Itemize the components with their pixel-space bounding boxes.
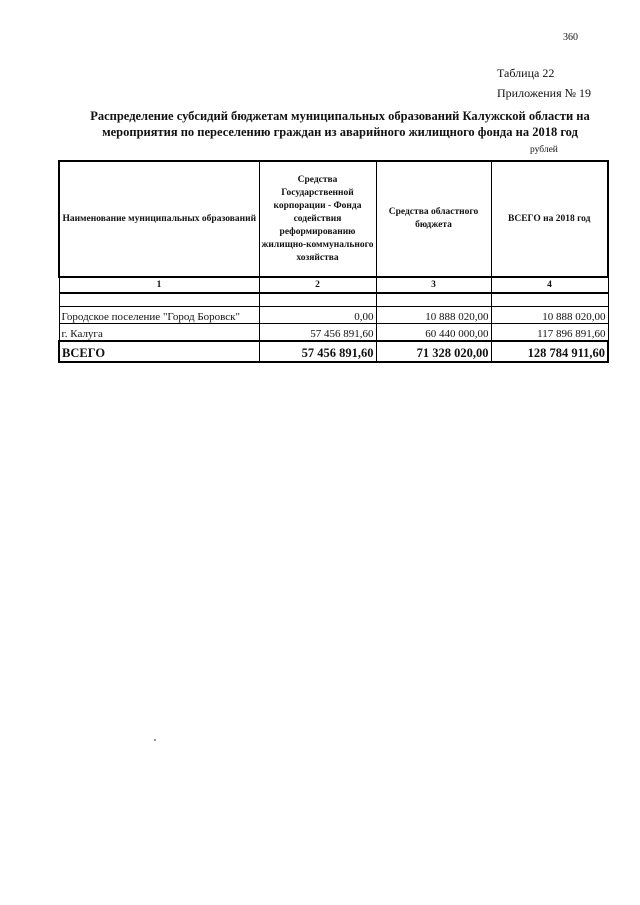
municipality-name: г. Калуга <box>59 324 259 342</box>
total-label: ВСЕГО <box>59 341 259 362</box>
appendix-label: Приложения № 19 <box>497 86 592 100</box>
table-label: Таблица 22 <box>497 66 555 80</box>
column-number: 1 <box>59 277 259 293</box>
municipality-name: Городское поселение "Город Боровск" <box>59 307 259 324</box>
total-row <box>59 341 608 362</box>
column-number-row <box>59 277 608 293</box>
total-fund-amount: 57 456 891,60 <box>259 341 376 362</box>
grand-total-amount: 128 784 911,60 <box>491 341 608 362</box>
page-number: 360 <box>563 32 578 43</box>
scan-dot <box>154 739 156 741</box>
column-number: 4 <box>491 277 608 293</box>
spacer-row <box>59 293 608 307</box>
column-number: 2 <box>259 277 376 293</box>
units-label: рублей <box>530 145 558 155</box>
document-title: Распределение субсидий бюджетам муниципальных образований Калужской области на мероприятия по переселению граждан из аварийного жилищного фонда на 2018 год <box>90 109 590 139</box>
total-amount: 10 888 020,00 <box>491 307 608 324</box>
regional-amount: 10 888 020,00 <box>376 307 491 324</box>
column-header-name: Наименование муниципальных образований <box>59 161 259 277</box>
table-row <box>59 307 608 324</box>
fund-amount: 57 456 891,60 <box>259 324 376 342</box>
regional-amount: 60 440 000,00 <box>376 324 491 342</box>
table-header-row <box>59 161 608 277</box>
column-number: 3 <box>376 277 491 293</box>
total-regional-amount: 71 328 020,00 <box>376 341 491 362</box>
subsidies-table <box>58 160 609 363</box>
total-amount: 117 896 891,60 <box>491 324 608 342</box>
column-header-fund: Средства Государственной корпорации - Фонда содействия реформированию жилищно-коммунального хозяйства <box>259 161 376 277</box>
fund-amount: 0,00 <box>259 307 376 324</box>
column-header-regional: Средства областного бюджета <box>376 161 491 277</box>
table-row <box>59 324 608 342</box>
column-header-total: ВСЕГО на 2018 год <box>491 161 608 277</box>
